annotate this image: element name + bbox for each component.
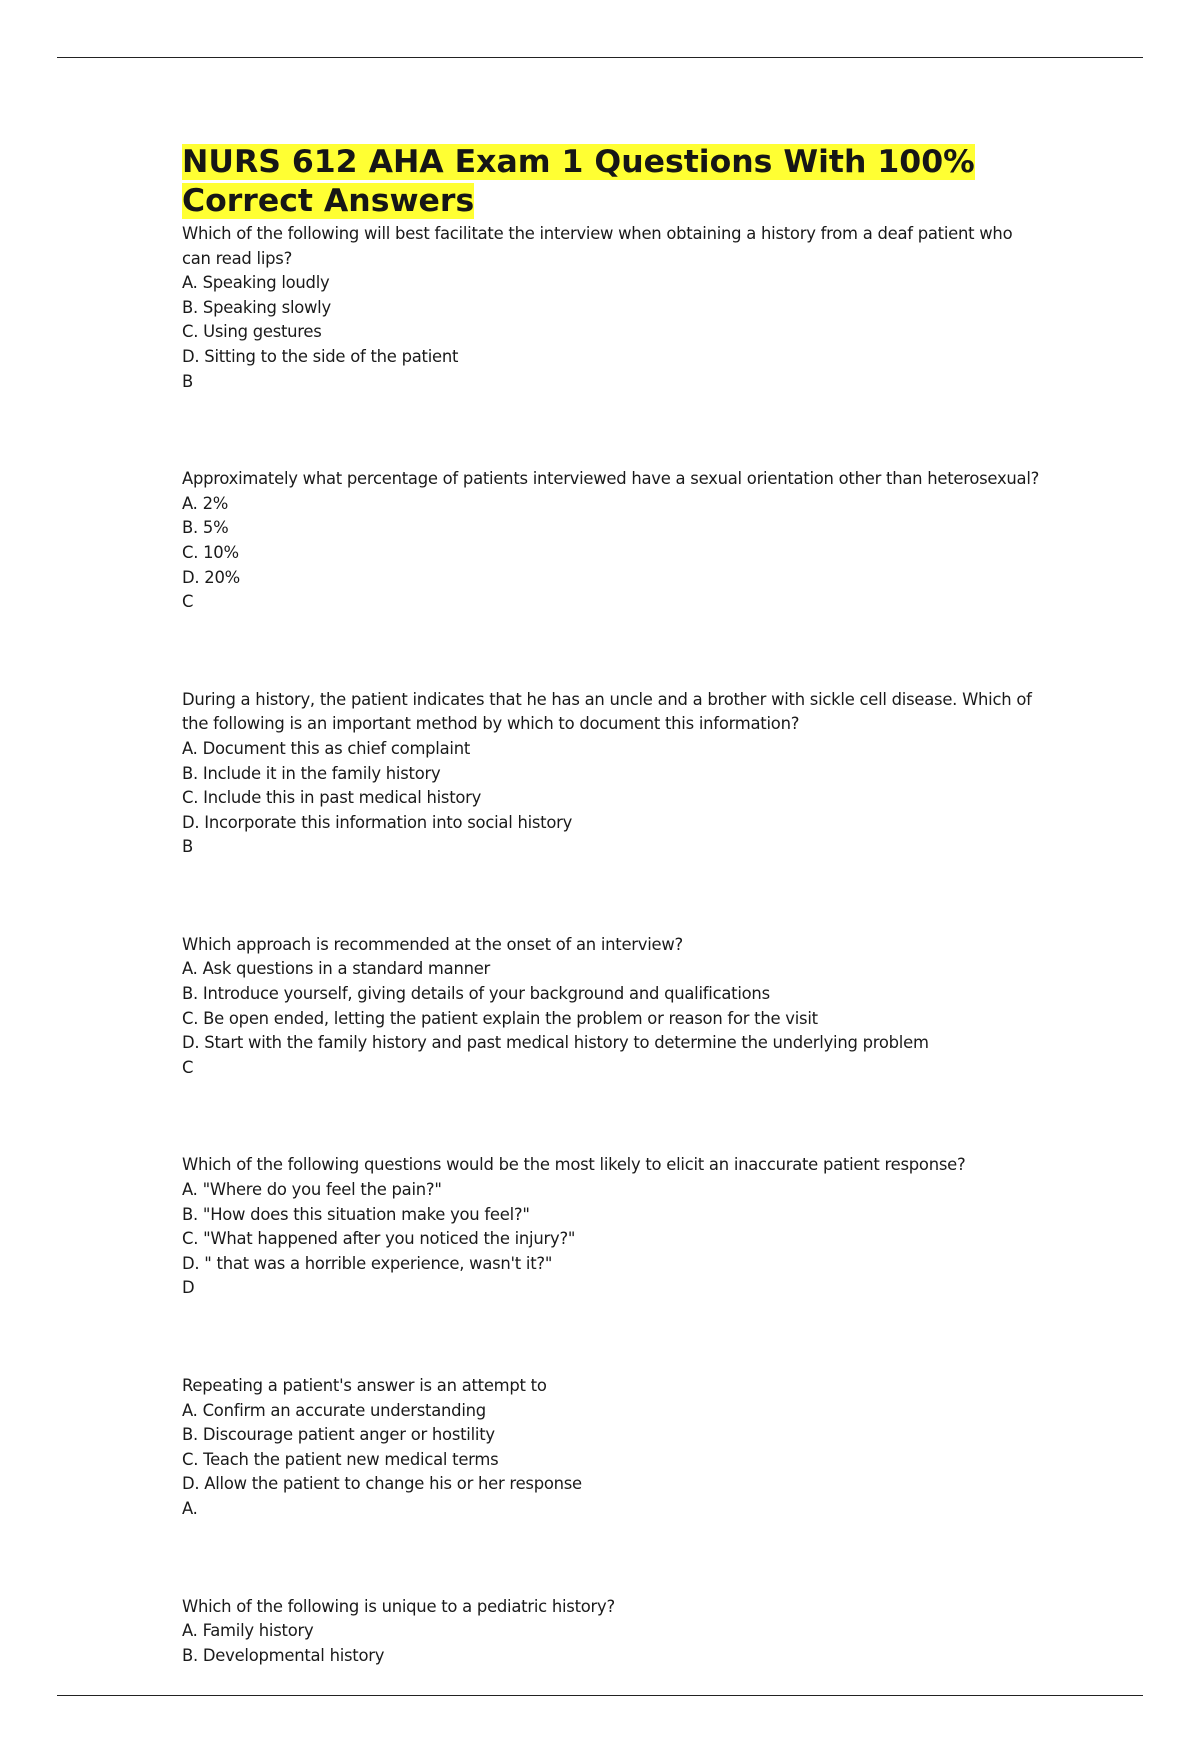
option-a: A. Ask questions in a standard manner <box>182 959 491 979</box>
option-c: C. Teach the patient new medical terms <box>182 1449 499 1469</box>
option-b: B. Discourage patient anger or hostility <box>182 1425 495 1445</box>
option-c: C. Include this in past medical history <box>182 788 482 808</box>
question-text: Which of the following will best facilitate the interview when obtaining a history from a deaf patient who can read lips? <box>182 224 1013 268</box>
document-title <box>182 143 1042 221</box>
option-b: B. Include it in the family history <box>182 763 441 783</box>
option-b: B. Developmental history <box>182 1645 385 1665</box>
question-block-7 <box>182 1595 1042 1669</box>
option-a: A. Document this as chief complaint <box>182 738 471 758</box>
option-b: B. "How does this situation make you feel?" <box>182 1204 530 1224</box>
question-block-5 <box>182 1153 1042 1301</box>
option-a: A. Family history <box>182 1621 314 1641</box>
question-text: Which of the following is unique to a pediatric history? <box>182 1596 615 1616</box>
answer: C <box>182 592 194 612</box>
option-c: C. Be open ended, letting the patient explain the problem or reason for the visit <box>182 1008 818 1028</box>
option-c: C. "What happened after you noticed the injury?" <box>182 1229 576 1249</box>
answer: B <box>182 837 193 857</box>
document-body <box>182 143 1042 1741</box>
question-text: Approximately what percentage of patients interviewed have a sexual orientation other than heterosexual? <box>182 469 1040 489</box>
answer: C <box>182 1057 194 1077</box>
footer-rule <box>57 1695 1143 1696</box>
option-a: A. Confirm an accurate understanding <box>182 1400 486 1420</box>
answer: B <box>182 371 193 391</box>
option-c: C. Using gestures <box>182 322 322 342</box>
option-b: B. Introduce yourself, giving details of your background and qualifications <box>182 984 770 1004</box>
option-a: A. "Where do you feel the pain?" <box>182 1180 442 1200</box>
title-line-2: Correct Answers <box>182 183 475 219</box>
header-rule <box>57 57 1143 58</box>
option-d: D. " that was a horrible experience, wasn't it?" <box>182 1253 553 1273</box>
option-b: B. 5% <box>182 518 229 538</box>
option-d: D. Incorporate this information into social history <box>182 812 573 832</box>
question-block-3 <box>182 688 1042 860</box>
option-d: D. Start with the family history and past medical history to determine the underlying problem <box>182 1033 929 1053</box>
question-block-6 <box>182 1374 1042 1522</box>
question-text: Which of the following questions would be the most likely to elicit an inaccurate patient response? <box>182 1155 966 1175</box>
option-b: B. Speaking slowly <box>182 297 331 317</box>
option-a: A. Speaking loudly <box>182 273 330 293</box>
question-text: Which approach is recommended at the onset of an interview? <box>182 934 683 954</box>
option-a: A. 2% <box>182 493 229 513</box>
option-d: D. Allow the patient to change his or her response <box>182 1474 582 1494</box>
answer: A. <box>182 1498 198 1518</box>
title-line-1: NURS 612 AHA Exam 1 Questions With 100% <box>182 144 975 180</box>
answer: D <box>182 1278 195 1298</box>
question-block-2 <box>182 467 1042 615</box>
question-text: Repeating a patient's answer is an attempt to <box>182 1376 547 1395</box>
option-d: D. 20% <box>182 567 240 587</box>
option-d: D. Sitting to the side of the patient <box>182 346 459 366</box>
question-block-4 <box>182 933 1042 1081</box>
question-block-1 <box>182 222 1042 394</box>
question-text: During a history, the patient indicates that he has an uncle and a brother with sickle cell disease. Which of the following is an important method by which to document this information? <box>182 689 1032 734</box>
option-c: C. 10% <box>182 542 239 562</box>
